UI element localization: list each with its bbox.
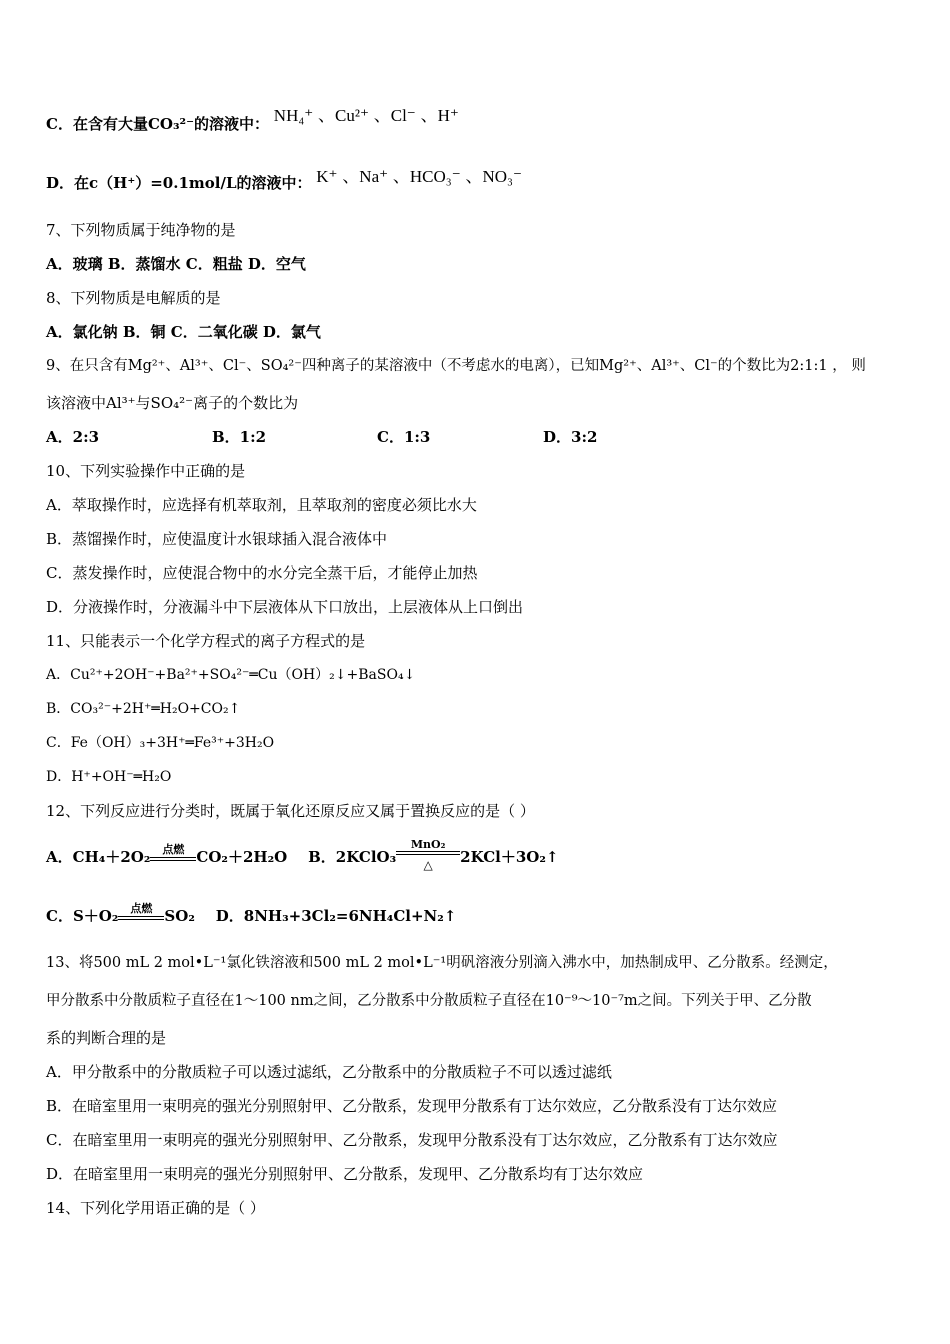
- q6-c-ion-1: NH₄⁺: [273, 106, 314, 125]
- q9-stem-line-1: 9、在只含有Mg²⁺、Al³⁺、Cl⁻、SO₄²⁻四种离子的某溶液中（不考虑水的电离），已知Mg²⁺、Al³⁺、Cl⁻的个数比为2:1:1 ， 则: [46, 358, 866, 374]
- q9-option-a: A．2:3: [46, 428, 100, 446]
- q12-a-reactants: A．CH₄＋2O₂: [46, 848, 151, 866]
- q11-option-a: A．Cu²⁺+2OH⁻+Ba²⁺+SO₄²⁻═Cu（OH）₂↓+BaSO₄↓: [46, 667, 416, 683]
- q8-options: A．氯化钠 B．铜 C．二氧化碳 D．氯气: [46, 323, 321, 341]
- q10-option-a: A．萃取操作时，应选择有机萃取剂，且萃取剂的密度必须比水大: [46, 496, 477, 514]
- q11-option-d: D．H⁺+OH⁻═H₂O: [46, 769, 172, 785]
- q9-option-b: B．1:2: [212, 428, 267, 446]
- q6-d-ion-3: 、HCO₃⁻: [392, 167, 461, 186]
- q9-option-d: D．3:2: [543, 428, 598, 446]
- q12-c-condition-arrow: [118, 902, 164, 927]
- q13-stem-line-1: 13、将500 mL 2 mol•L⁻¹氯化铁溶液和500 mL 2 mol•L⁻¹明矾溶液分别滴入沸水中，加热制成甲、乙分散系。经测定，: [46, 955, 838, 971]
- q7-options: A．玻璃 B．蒸馏水 C．粗盐 D．空气: [46, 255, 306, 273]
- q6-d-ion-4: 、NO₃⁻: [465, 167, 522, 186]
- q11-option-b: B．CO₃²⁻+2H⁺═H₂O+CO₂↑: [46, 701, 241, 717]
- q12-a-condition-arrow: [150, 843, 196, 868]
- q13-option-a: A．甲分散系中的分散质粒子可以透过滤纸，乙分散系中的分散质粒子不可以透过滤纸: [46, 1063, 612, 1081]
- q13-option-d: D．在暗室里用一束明亮的强光分别照射甲、乙分散系，发现甲、乙分散系均有丁达尔效应: [46, 1165, 644, 1183]
- q12-b-heat: △: [423, 858, 433, 872]
- q12-options-cd: [46, 902, 457, 927]
- q12-a-condition: 点燃: [162, 843, 185, 856]
- q6-c-ion-4: 、H⁺: [420, 106, 459, 125]
- q6-d-text: D．在c（H⁺）=0.1mol/L的溶液中：: [46, 174, 312, 192]
- q12-c-condition: 点燃: [130, 902, 153, 915]
- q10-option-d: D．分液操作时，分液漏斗中下层液体从下口放出，上层液体从上口倒出: [46, 598, 524, 616]
- q14-stem: 14、下列化学用语正确的是（ ）: [46, 1199, 265, 1217]
- q13-option-c: C．在暗室里用一束明亮的强光分别照射甲、乙分散系，发现甲分散系没有丁达尔效应，乙分散系有丁达尔效应: [46, 1131, 778, 1149]
- q12-c-reactants: C．S＋O₂: [46, 907, 119, 925]
- q11-stem: 11、只能表示一个化学方程式的离子方程式的是: [46, 632, 366, 650]
- q13-option-b: B．在暗室里用一束明亮的强光分别照射甲、乙分散系，发现甲分散系有丁达尔效应，乙分散系没有丁达尔效应: [46, 1097, 778, 1115]
- q6-option-c: [46, 106, 459, 134]
- q6-option-d: [46, 167, 522, 193]
- q6-d-ion-2: 、Na⁺: [342, 167, 389, 186]
- q12-b-products: 2KCl＋3O₂↑: [460, 848, 559, 866]
- q12-b-catalyst: MnO₂: [410, 838, 446, 851]
- q12-a-products: CO₂＋2H₂O: [196, 848, 288, 866]
- q13-stem-line-3: 系的判断合理的是: [46, 1029, 167, 1047]
- q12-b-condition-arrow: [396, 838, 460, 872]
- q10-option-c: C．蒸发操作时，应使混合物中的水分完全蒸干后，才能停止加热: [46, 564, 478, 582]
- q11-option-c: C．Fe（OH）₃+3H⁺═Fe³⁺+3H₂O: [46, 735, 275, 751]
- q12-d: D．8NH₃+3Cl₂=6NH₄Cl+N₂↑: [215, 907, 457, 925]
- q6-c-ion-3: 、Cl⁻: [373, 106, 416, 125]
- q6-d-ion-1: K⁺: [316, 167, 338, 186]
- q12-options-ab: [46, 838, 559, 872]
- q12-c-products: SO₂: [164, 907, 195, 925]
- q9-stem-line-2: 该溶液中Al³⁺与SO₄²⁻离子的个数比为: [46, 394, 299, 412]
- q10-stem: 10、下列实验操作中正确的是: [46, 462, 246, 480]
- q7-stem: 7、下列物质属于纯净物的是: [46, 221, 236, 239]
- q13-stem-line-2: 甲分散系中分散质粒子直径在1～100 nm之间，乙分散系中分散质粒子直径在10⁻⁹～10⁻⁷m之间。下列关于甲、乙分散: [46, 993, 812, 1009]
- q10-option-b: B．蒸馏操作时，应使温度计水银球插入混合液体中: [46, 530, 388, 548]
- q12-stem: 12、下列反应进行分类时，既属于氧化还原反应又属于置换反应的是（ ）: [46, 802, 535, 820]
- q12-b-reactants: B．2KClO₃: [308, 848, 397, 866]
- q6-c-ion-2: 、Cu²⁺: [318, 106, 369, 125]
- q8-stem: 8、下列物质是电解质的是: [46, 289, 221, 307]
- q9-option-c: C．1:3: [377, 428, 431, 446]
- q6-c-text: C．在含有大量CO₃²⁻的溶液中：: [46, 115, 270, 133]
